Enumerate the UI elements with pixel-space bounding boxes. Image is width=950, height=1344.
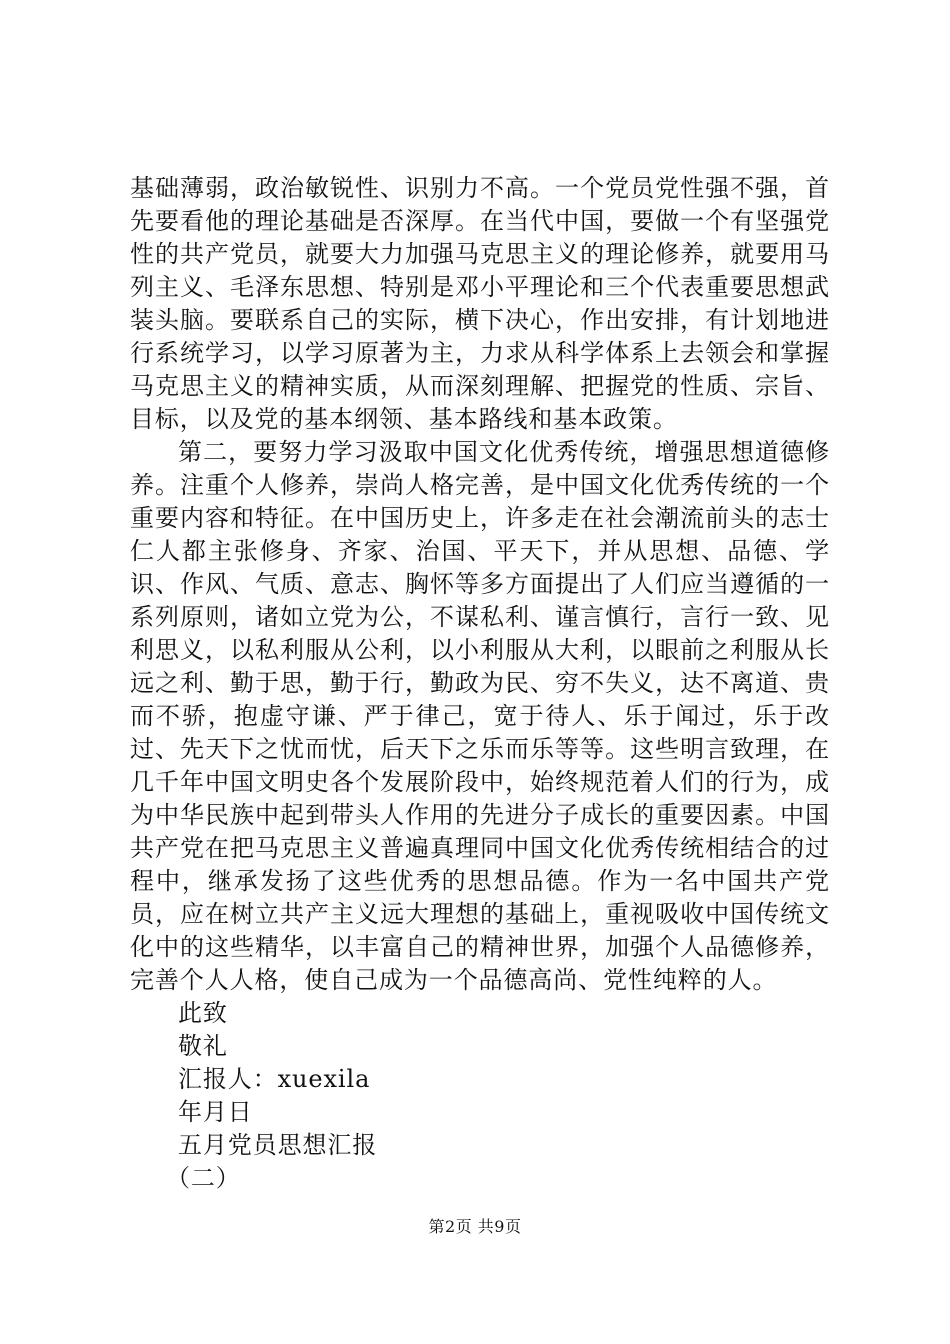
paragraph-culture: 第二，要努力学习汲取中国文化优秀传统，增强思想道德修养。注重个人修养，崇尚人格完善，是中国文化优秀传统的一个重要内容和特征。在中国历史上，许多走在社会潮流前头的志士仁人都主张修身、齐家、治国、平天下，并从思想、品德、学识、作风、气质、意志、胸怀等多方面提出了人们应当遵循的一系列原则，诸如立党为公，不谋私利、谨言慎行，言行一致、见利思义，以私利服从公利，以小利服从大利，以眼前之利服从长远之利、勤于思，勤于行，勤政为民、穷不失义，达不离道、贵而不骄，抱虚守谦、严于律己，宽于待人、乐于闻过，乐于改过、先天下之忧而忧，后天下之乐而乐等等。这些明言致理，在几千年中国文明史各个发展阶段中，始终规范着人们的行为，成为中华民族中起到带头人作用的先进分子成长的重要因素。中国共产党在把马克思主义普遍真理同中国文化优秀传统相结合的过程中，继承发扬了这些优秀的思想品德。作为一名中国共产党员，应在树立共产主义远大理想的基础上，重视吸收中国传统文化中的这些精华，以丰富自己的精神世界，加强个人品德修养，完善个人人格，使自己成为一个品德高尚、党性纯粹的人。 xyxy=(130,438,830,994)
closing-salutation: 此致 xyxy=(178,999,228,1027)
next-section-title: 五月党员思想汇报 xyxy=(178,1131,378,1159)
page-footer: 第2页 共9页 xyxy=(428,1217,522,1236)
reporter-line: 汇报人：xuexila xyxy=(178,1065,371,1093)
paragraph-theory: 基础薄弱，政治敏锐性、识别力不高。一个党员党性强不强，首先要看他的理论基础是否深厚。在当代中国，要做一个有坚强党性的共产党员，就要大力加强马克思主义的理论修养，就要用马列主义、毛泽东思想、特别是邓小平理论和三个代表重要思想武装头脑。要联系自己的实际，横下决心，作出安排，有计划地进行系统学习，以学习原著为主，力求从科学体系上去领会和掌握马克思主义的精神实质，从而深刻理解、把握党的性质、宗旨、目标，以及党的基本纲领、基本路线和基本政策。 xyxy=(130,174,830,433)
document-body xyxy=(130,172,830,1195)
closing-regards: 敬礼 xyxy=(178,1032,228,1060)
next-section-part: （二） xyxy=(166,1164,241,1192)
date-line: 年月日 xyxy=(178,1098,253,1126)
